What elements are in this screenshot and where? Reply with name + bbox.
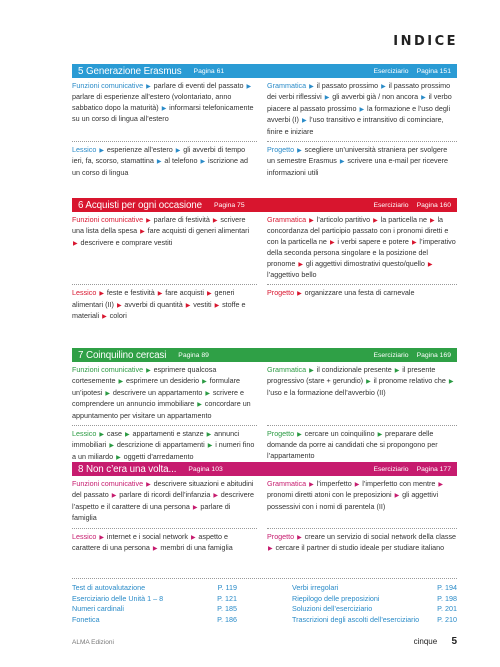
arrow-right-icon: ▶ bbox=[297, 148, 302, 155]
unit-header-bar bbox=[72, 462, 457, 476]
list-item: parlare di ricordi dell’infanzia bbox=[119, 490, 211, 500]
unit-block-5 bbox=[72, 64, 457, 178]
list-item: appartamenti e stanze bbox=[132, 429, 204, 439]
arrow-right-icon: ▶ bbox=[200, 159, 205, 166]
appendix-entry bbox=[292, 604, 457, 615]
list-item: internet e i social network bbox=[106, 531, 188, 541]
section-label: Lessico bbox=[72, 145, 97, 155]
arrow-right-icon: ▶ bbox=[373, 218, 378, 224]
project-column bbox=[267, 425, 457, 463]
functions-column bbox=[72, 81, 257, 137]
arrow-right-icon: ▶ bbox=[190, 534, 196, 541]
list-item: oggetti d’arredamento bbox=[123, 451, 194, 461]
appendix-entry bbox=[292, 583, 457, 594]
appendix-entry-page: P. 119 bbox=[217, 583, 237, 592]
list-item: fare acquisti bbox=[165, 288, 205, 298]
arrow-right-icon: ▶ bbox=[359, 106, 364, 113]
grammar-column bbox=[267, 215, 457, 280]
arrow-right-icon: ▶ bbox=[297, 534, 302, 541]
arrow-right-icon: ▶ bbox=[309, 482, 314, 488]
section-label: Progetto bbox=[267, 429, 295, 439]
list-item: membri di una famiglia bbox=[160, 543, 233, 553]
list-item: l’imperativo della seconda persona singolare e la posizione del pronome bbox=[267, 236, 456, 268]
arrow-right-icon: ▶ bbox=[202, 379, 207, 386]
list-item: informarsi telefonicamente su un corso di lingua all’estero bbox=[72, 102, 254, 124]
workbook-label: Eserciziario bbox=[373, 201, 409, 209]
unit-title: 8 Non c’era una volta... bbox=[78, 463, 177, 475]
list-item: descrivere e comprare vestiti bbox=[80, 237, 173, 247]
arrow-right-icon: ▶ bbox=[297, 432, 302, 439]
unit-page: Pagina 75 bbox=[214, 201, 245, 209]
list-item: cercare un coinquilino bbox=[304, 429, 375, 439]
list-item: esprimere qualcosa cortesemente bbox=[72, 365, 217, 386]
unit-row-bottom bbox=[72, 524, 457, 555]
arrow-right-icon: ▶ bbox=[366, 379, 371, 386]
arrow-right-icon: ▶ bbox=[116, 454, 121, 461]
arrow-right-icon: ▶ bbox=[268, 546, 273, 553]
list-item: gli aggettivi dimostrativi questo/quello bbox=[305, 258, 425, 268]
appendix-entry-label: Fonetica bbox=[72, 614, 100, 624]
list-item: al telefono bbox=[164, 156, 198, 166]
list-item: pronomi diretti atoni con le preposizioni bbox=[267, 490, 392, 500]
unit-row-bottom bbox=[72, 421, 457, 463]
list-item: il verbo piacere al passato prossimo bbox=[267, 92, 452, 113]
appendix-entry-label: Test di autovalutazione bbox=[72, 583, 146, 592]
appendix-entry-label: Riepilogo delle preposizioni bbox=[292, 593, 380, 603]
list-item: l’imperfetto bbox=[316, 479, 352, 488]
appendix-entry-page: P. 201 bbox=[437, 604, 457, 614]
unit-row-bottom bbox=[72, 280, 457, 322]
list-item: creare un servizio di social network della classe bbox=[304, 531, 457, 541]
section-label: Grammatica bbox=[267, 365, 307, 374]
workbook-label: Eserciziario bbox=[373, 465, 409, 473]
arrow-right-icon: ▶ bbox=[175, 148, 181, 155]
list-item: preparare delle domande da porre ai candidati che si propongono per l’appartamento bbox=[267, 429, 438, 460]
arrow-right-icon: ▶ bbox=[99, 148, 104, 155]
arrow-right-icon: ▶ bbox=[116, 302, 122, 309]
list-item: parlare di esperienze all’estero (volontariato, anno sabbatico dopo la maturità) bbox=[72, 92, 232, 112]
arrow-right-icon: ▶ bbox=[99, 534, 104, 541]
arrow-right-icon: ▶ bbox=[394, 493, 400, 500]
list-item: generi alimentari (II) bbox=[72, 288, 235, 309]
arrow-right-icon: ▶ bbox=[448, 379, 454, 386]
list-item: iscrizione ad un corso di lingua bbox=[72, 156, 248, 177]
list-item: la concordanza del participio passato con i pronomi diretti e con la particella ne bbox=[267, 215, 449, 246]
arrow-right-icon: ▶ bbox=[301, 118, 307, 125]
appendix-right-column bbox=[292, 583, 457, 625]
functions-column bbox=[72, 215, 257, 280]
unit-page: Pagina 61 bbox=[193, 67, 225, 75]
publisher-name: ALMA Edizioni bbox=[72, 639, 114, 646]
arrow-right-icon: ▶ bbox=[99, 291, 104, 298]
workbook-label: Eserciziario bbox=[373, 351, 409, 359]
page-word: cinque bbox=[413, 637, 438, 646]
functions-column bbox=[72, 479, 257, 524]
appendix-entry-page: P. 198 bbox=[437, 593, 457, 603]
list-item: scrivere e comprendere un annuncio immobiliare bbox=[72, 387, 244, 409]
list-item: descrivere l’aspetto e il carattere di una persona bbox=[72, 490, 254, 511]
list-item: descrivere situazioni e abitudini del passato bbox=[72, 479, 254, 500]
section-label: Lessico bbox=[72, 429, 97, 439]
arrow-right-icon: ▶ bbox=[118, 379, 124, 386]
list-item: i numeri fino a un miliardo bbox=[72, 440, 255, 461]
arrow-right-icon: ▶ bbox=[146, 218, 151, 224]
unit-row-top bbox=[72, 215, 457, 280]
section-label: Grammatica bbox=[267, 479, 307, 488]
list-item: il pronome relativo che bbox=[373, 376, 446, 386]
appendix-entry-label: Trascrizioni degli ascolti dell’eserciziario bbox=[292, 614, 420, 624]
arrow-right-icon: ▶ bbox=[427, 261, 433, 268]
workbook-page: Pagina 169 bbox=[416, 351, 451, 359]
appendix-entry-label: Eserciziario delle Unità 1 – 8 bbox=[72, 593, 164, 603]
appendix-entry-page: P. 186 bbox=[217, 614, 237, 624]
arrow-right-icon: ▶ bbox=[157, 291, 163, 298]
list-item: descrizione di appartamenti bbox=[116, 440, 205, 450]
unit-page: Pagina 103 bbox=[188, 465, 223, 473]
arrow-right-icon: ▶ bbox=[111, 493, 117, 500]
section-label: Funzioni comunicative bbox=[72, 365, 144, 374]
appendix bbox=[72, 578, 457, 625]
grammar-column bbox=[267, 365, 457, 421]
arrow-right-icon: ▶ bbox=[246, 84, 251, 90]
arrow-right-icon: ▶ bbox=[156, 159, 162, 166]
arrow-right-icon: ▶ bbox=[377, 432, 383, 439]
project-column bbox=[267, 528, 457, 555]
appendix-entry bbox=[72, 594, 237, 605]
arrow-right-icon: ▶ bbox=[146, 368, 151, 374]
unit-page: Pagina 89 bbox=[178, 351, 209, 359]
vocabulary-column bbox=[72, 284, 257, 322]
list-item: l’imperfetto con mentre bbox=[362, 479, 436, 488]
list-item: gli avverbi già / non ancora bbox=[332, 92, 419, 102]
workbook-label: Eserciziario bbox=[373, 67, 409, 75]
arrow-right-icon: ▶ bbox=[298, 261, 303, 268]
page-number: 5 bbox=[451, 636, 457, 647]
arrow-right-icon: ▶ bbox=[411, 239, 417, 246]
arrow-right-icon: ▶ bbox=[185, 302, 191, 309]
list-item: il condizionale presente bbox=[316, 365, 392, 374]
arrow-right-icon: ▶ bbox=[354, 482, 360, 488]
appendix-entry bbox=[72, 615, 237, 626]
unit-block-8 bbox=[72, 462, 457, 554]
list-item: gli aggettivi possessivi con i nomi di parentela (II) bbox=[267, 490, 439, 511]
arrow-right-icon: ▶ bbox=[309, 218, 314, 224]
arrow-right-icon: ▶ bbox=[206, 432, 212, 439]
appendix-entry-page: P. 210 bbox=[437, 614, 457, 624]
arrow-right-icon: ▶ bbox=[309, 84, 314, 90]
arrow-right-icon: ▶ bbox=[297, 291, 302, 298]
workbook-page: Pagina 151 bbox=[416, 67, 451, 75]
appendix-entry-label: Numeri cardinali bbox=[72, 604, 124, 614]
list-item: descrivere un appartamento bbox=[112, 387, 203, 397]
arrow-right-icon: ▶ bbox=[73, 240, 78, 247]
list-item: colori bbox=[109, 311, 127, 321]
list-item: i verbi sapere e potere bbox=[337, 236, 409, 246]
list-item: scrivere una e-mail per ricevere informazioni utili bbox=[267, 156, 449, 177]
list-item: l’articolo partitivo bbox=[316, 215, 371, 224]
list-item: la particella ne bbox=[380, 215, 427, 224]
section-label: Progetto bbox=[267, 288, 295, 298]
section-label: Grammatica bbox=[267, 215, 307, 224]
appendix-entry-page: P. 185 bbox=[217, 604, 237, 614]
list-item: feste e festività bbox=[106, 288, 155, 298]
list-item: vestiti bbox=[193, 299, 212, 309]
arrow-right-icon: ▶ bbox=[438, 482, 443, 488]
list-item: fare acquisti di generi alimentari bbox=[147, 226, 250, 236]
unit-block-6 bbox=[72, 198, 457, 323]
list-item: l’aggettivo bello bbox=[267, 270, 317, 280]
arrow-right-icon: ▶ bbox=[125, 432, 130, 439]
section-label: Lessico bbox=[72, 288, 97, 298]
project-column bbox=[267, 284, 457, 322]
unit-row-top bbox=[72, 479, 457, 524]
list-item: parlare di eventi del passato bbox=[153, 81, 244, 90]
arrow-right-icon: ▶ bbox=[324, 95, 330, 102]
list-item: cercare il partner di studio ideale per studiare italiano bbox=[275, 543, 445, 553]
list-item: il passato prossimo dei verbi riflessivi bbox=[267, 81, 451, 102]
unit-header-bar bbox=[72, 64, 457, 78]
list-item: esperienze all’estero bbox=[106, 145, 173, 155]
arrow-right-icon: ▶ bbox=[207, 443, 213, 450]
appendix-entry-page: P. 194 bbox=[437, 583, 457, 592]
arrow-right-icon: ▶ bbox=[212, 218, 218, 224]
list-item: l’uso transitivo e intransitivo di cominciare, finire e iniziare bbox=[267, 115, 444, 136]
arrow-right-icon: ▶ bbox=[192, 504, 198, 511]
arrow-right-icon: ▶ bbox=[109, 443, 114, 450]
list-item: concordare un appuntamento per visitare un appartamento bbox=[72, 399, 251, 420]
unit-title: 5 Generazione Erasmus bbox=[78, 65, 182, 77]
section-label: Funzioni comunicative bbox=[72, 215, 144, 224]
functions-column bbox=[72, 365, 257, 421]
arrow-right-icon: ▶ bbox=[146, 482, 151, 488]
list-item: scegliere un’università straniera per svolgere un semestre Erasmus bbox=[267, 145, 448, 166]
appendix-entry bbox=[72, 583, 237, 594]
appendix-entry-label: Verbi irregolari bbox=[292, 583, 339, 592]
list-item: parlare di festività bbox=[153, 215, 210, 224]
section-label: Lessico bbox=[72, 531, 97, 541]
footer bbox=[72, 636, 457, 647]
arrow-right-icon: ▶ bbox=[140, 229, 145, 236]
section-label: Funzioni comunicative bbox=[72, 479, 144, 488]
arrow-right-icon: ▶ bbox=[161, 105, 167, 112]
arrow-right-icon: ▶ bbox=[99, 432, 104, 439]
arrow-right-icon: ▶ bbox=[102, 314, 107, 321]
appendix-left-column bbox=[72, 583, 237, 625]
arrow-right-icon: ▶ bbox=[205, 390, 210, 397]
list-item: avverbi di quantità bbox=[124, 299, 183, 309]
arrow-right-icon: ▶ bbox=[329, 239, 335, 246]
arrow-right-icon: ▶ bbox=[214, 302, 220, 309]
list-item: aspetto e carattere di una persona bbox=[72, 531, 228, 553]
list-item: l’uso e la formazione dell’avverbio (II) bbox=[267, 387, 386, 397]
section-label: Progetto bbox=[267, 531, 295, 541]
list-item: il passato prossimo bbox=[316, 81, 379, 90]
vocabulary-column bbox=[72, 425, 257, 463]
list-item: esprimere un desiderio bbox=[126, 376, 200, 386]
unit-title: 7 Coinquilino cercasi bbox=[78, 349, 167, 361]
unit-row-bottom bbox=[72, 137, 457, 178]
list-item: case bbox=[106, 429, 123, 439]
list-item: stoffe e materiali bbox=[72, 299, 246, 321]
arrow-right-icon: ▶ bbox=[394, 368, 400, 374]
page-number-block bbox=[414, 636, 457, 647]
arrow-right-icon: ▶ bbox=[309, 368, 314, 374]
list-item: parlare di famiglia bbox=[72, 501, 231, 523]
arrow-right-icon: ▶ bbox=[207, 291, 212, 298]
workbook-page: Pagina 177 bbox=[416, 465, 451, 473]
arrow-right-icon: ▶ bbox=[197, 402, 202, 409]
appendix-entry-page: P. 121 bbox=[217, 593, 237, 603]
appendix-entry bbox=[72, 604, 237, 615]
unit-header-bar bbox=[72, 348, 457, 362]
arrow-right-icon: ▶ bbox=[146, 84, 151, 90]
unit-row-top bbox=[72, 81, 457, 137]
arrow-right-icon: ▶ bbox=[105, 390, 110, 397]
arrow-right-icon: ▶ bbox=[429, 218, 435, 224]
vocabulary-column bbox=[72, 528, 257, 555]
appendix-entry-label: Soluzioni dell’eserciziario bbox=[292, 604, 373, 614]
list-item: il presente progressivo (stare + gerundio) bbox=[267, 365, 436, 386]
workbook-page: Pagina 160 bbox=[416, 201, 451, 209]
section-label: Progetto bbox=[267, 145, 295, 155]
grammar-column bbox=[267, 81, 457, 137]
unit-title: 6 Acquisti per ogni occasione bbox=[78, 199, 202, 211]
appendix-entry bbox=[292, 615, 457, 626]
list-item: annunci immobiliari bbox=[72, 429, 240, 450]
list-item: la formazione e l’uso degli avverbi (I) bbox=[267, 103, 451, 125]
unit-header-bar bbox=[72, 198, 457, 212]
list-item: organizzare una festa di carnevale bbox=[304, 288, 415, 298]
arrow-right-icon: ▶ bbox=[421, 95, 426, 102]
arrow-right-icon: ▶ bbox=[339, 159, 345, 166]
arrow-right-icon: ▶ bbox=[381, 84, 386, 90]
arrow-right-icon: ▶ bbox=[152, 546, 158, 553]
list-item: gli avverbi di tempo ieri, fa, scorso, stamattina bbox=[72, 145, 246, 166]
unit-block-7 bbox=[72, 348, 457, 463]
unit-row-top bbox=[72, 365, 457, 421]
grammar-column bbox=[267, 479, 457, 524]
section-label: Funzioni comunicative bbox=[72, 81, 144, 90]
section-label: Grammatica bbox=[267, 81, 307, 90]
list-item: formulare un’ipotesi bbox=[72, 376, 240, 397]
arrow-right-icon: ▶ bbox=[213, 493, 218, 500]
project-column bbox=[267, 141, 457, 178]
page-title: INDICE bbox=[393, 34, 458, 49]
list-item: scrivere una lista della spesa bbox=[72, 215, 246, 236]
vocabulary-column bbox=[72, 141, 257, 178]
appendix-entry bbox=[292, 594, 457, 605]
